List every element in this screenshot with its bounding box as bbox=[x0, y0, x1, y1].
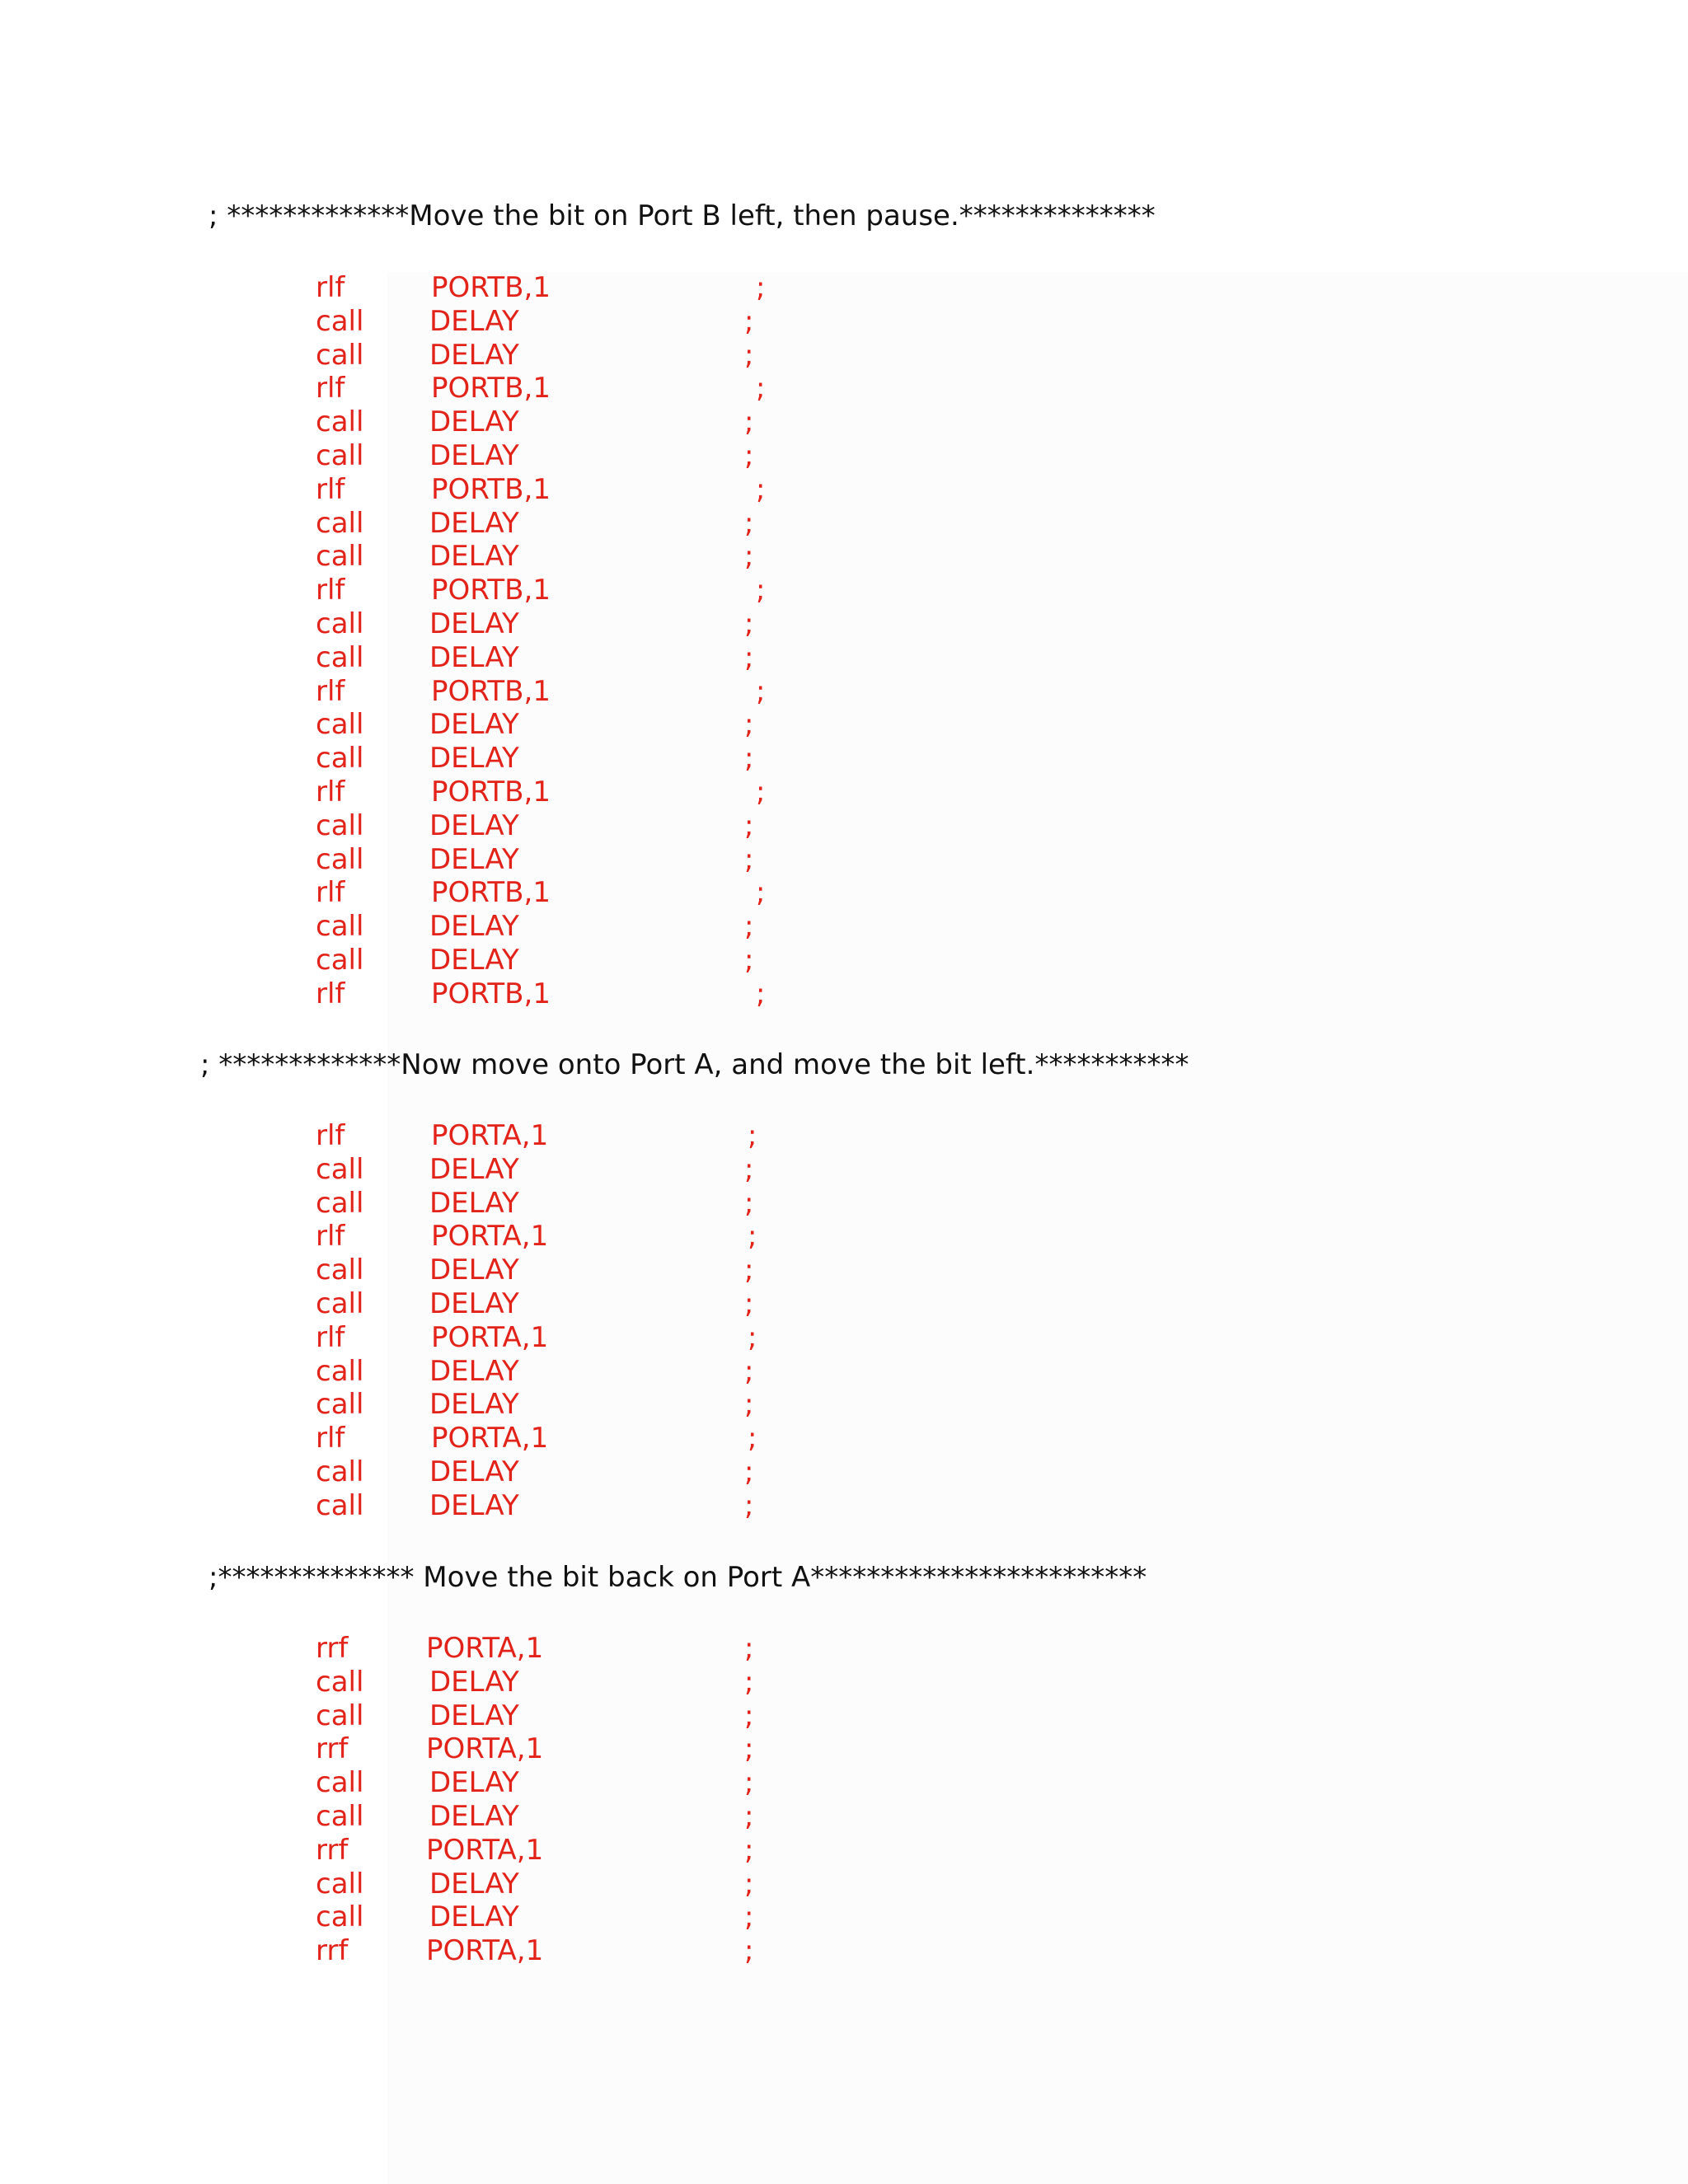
line-comment-marker: ; bbox=[744, 1732, 754, 1766]
instruction-operand: DELAY bbox=[429, 808, 519, 842]
instruction-mnemonic: rrf bbox=[316, 1934, 349, 1968]
instruction-operand: PORTB,1 bbox=[431, 674, 551, 708]
instruction-operand: PORTA,1 bbox=[431, 1422, 549, 1455]
instruction-operand: DELAY bbox=[429, 910, 519, 944]
code-line bbox=[0, 540, 1688, 574]
code-line bbox=[0, 1321, 1688, 1355]
instruction-mnemonic: rrf bbox=[316, 1632, 349, 1665]
instruction-operand: DELAY bbox=[429, 1254, 519, 1287]
instruction-operand: PORTB,1 bbox=[431, 876, 551, 910]
line-comment-marker: ; bbox=[744, 1254, 754, 1287]
instruction-operand: PORTB,1 bbox=[431, 271, 551, 304]
code-line bbox=[0, 876, 1688, 910]
code-block-port-a-back bbox=[0, 1632, 1688, 1968]
code-line bbox=[0, 843, 1688, 877]
line-comment-marker: ; bbox=[744, 1455, 754, 1488]
code-line bbox=[0, 742, 1688, 776]
line-comment-marker: ; bbox=[756, 876, 766, 910]
line-comment-marker: ; bbox=[744, 1286, 754, 1320]
code-line bbox=[0, 1868, 1688, 1901]
instruction-operand: DELAY bbox=[429, 506, 519, 540]
line-comment-marker: ; bbox=[744, 943, 754, 977]
code-line bbox=[0, 1220, 1688, 1254]
instruction-operand: DELAY bbox=[429, 405, 519, 439]
instruction-operand: DELAY bbox=[429, 1455, 519, 1488]
line-comment-marker: ; bbox=[744, 1152, 754, 1186]
line-comment-marker: ; bbox=[744, 742, 754, 776]
instruction-operand: PORTA,1 bbox=[426, 1632, 544, 1665]
line-comment-marker: ; bbox=[756, 472, 766, 506]
instruction-operand: PORTA,1 bbox=[426, 1833, 544, 1867]
instruction-operand: DELAY bbox=[429, 338, 519, 372]
instruction-mnemonic: rlf bbox=[316, 372, 345, 405]
line-comment-marker: ; bbox=[744, 540, 754, 574]
line-comment-marker: ; bbox=[744, 1900, 754, 1934]
line-comment-marker: ; bbox=[744, 1186, 754, 1220]
instruction-mnemonic: call bbox=[316, 1152, 364, 1186]
line-comment-marker: ; bbox=[744, 910, 754, 944]
line-comment-marker: ; bbox=[744, 338, 754, 372]
instruction-mnemonic: call bbox=[316, 438, 364, 472]
code-line bbox=[0, 1119, 1688, 1153]
instruction-operand: DELAY bbox=[429, 540, 519, 574]
line-comment-marker: ; bbox=[756, 775, 766, 808]
line-comment-marker: ; bbox=[744, 1833, 754, 1867]
line-comment-marker: ; bbox=[756, 674, 766, 708]
code-line bbox=[0, 1287, 1688, 1321]
instruction-operand: DELAY bbox=[429, 438, 519, 472]
instruction-operand: DELAY bbox=[429, 1152, 519, 1186]
instruction-mnemonic: call bbox=[316, 1766, 364, 1800]
code-line bbox=[0, 271, 1688, 305]
instruction-mnemonic: call bbox=[316, 1354, 364, 1388]
code-line bbox=[0, 1900, 1688, 1934]
line-comment-marker: ; bbox=[744, 1766, 754, 1800]
instruction-mnemonic: call bbox=[316, 1900, 364, 1934]
code-line bbox=[0, 1388, 1688, 1422]
code-line bbox=[0, 1666, 1688, 1699]
line-comment-marker: ; bbox=[748, 1422, 757, 1455]
instruction-mnemonic: rlf bbox=[316, 876, 345, 910]
line-comment-marker: ; bbox=[748, 1119, 757, 1152]
code-line bbox=[0, 1632, 1688, 1666]
instruction-mnemonic: call bbox=[316, 808, 364, 842]
code-line bbox=[0, 809, 1688, 843]
line-comment-marker: ; bbox=[744, 1867, 754, 1900]
instruction-mnemonic: call bbox=[316, 607, 364, 640]
section-header-port-a-left: ; *************Now move onto Port A, and move the bit left.*********** bbox=[200, 1048, 1189, 1081]
code-line bbox=[0, 439, 1688, 473]
code-line bbox=[0, 1766, 1688, 1800]
instruction-operand: DELAY bbox=[429, 1286, 519, 1320]
instruction-operand: PORTA,1 bbox=[431, 1119, 549, 1152]
line-comment-marker: ; bbox=[744, 1699, 754, 1732]
instruction-mnemonic: call bbox=[316, 1488, 364, 1522]
instruction-operand: PORTA,1 bbox=[431, 1320, 549, 1354]
instruction-mnemonic: rlf bbox=[316, 674, 345, 708]
instruction-mnemonic: call bbox=[316, 1286, 364, 1320]
code-line bbox=[0, 977, 1688, 1011]
code-line bbox=[0, 708, 1688, 742]
code-line bbox=[0, 305, 1688, 339]
line-comment-marker: ; bbox=[744, 1632, 754, 1665]
instruction-operand: DELAY bbox=[429, 1900, 519, 1934]
code-line bbox=[0, 507, 1688, 541]
instruction-mnemonic: call bbox=[316, 1455, 364, 1488]
instruction-operand: DELAY bbox=[429, 1354, 519, 1388]
line-comment-marker: ; bbox=[744, 1665, 754, 1699]
code-line bbox=[0, 776, 1688, 809]
code-line bbox=[0, 1834, 1688, 1868]
line-comment-marker: ; bbox=[744, 1799, 754, 1833]
code-block-port-b bbox=[0, 271, 1688, 1011]
line-comment-marker: ; bbox=[744, 304, 754, 338]
instruction-operand: DELAY bbox=[429, 742, 519, 776]
code-line bbox=[0, 1800, 1688, 1834]
section-header-port-a-back: ;************** Move the bit back on Port A************************ bbox=[209, 1561, 1147, 1594]
code-line bbox=[0, 1732, 1688, 1766]
code-line bbox=[0, 372, 1688, 405]
instruction-mnemonic: rrf bbox=[316, 1732, 349, 1766]
line-comment-marker: ; bbox=[744, 1388, 754, 1422]
code-block-port-a-left bbox=[0, 1119, 1688, 1523]
instruction-mnemonic: call bbox=[316, 742, 364, 776]
instruction-mnemonic: call bbox=[316, 1699, 364, 1732]
line-comment-marker: ; bbox=[744, 438, 754, 472]
code-line bbox=[0, 405, 1688, 439]
instruction-mnemonic: rlf bbox=[316, 775, 345, 808]
code-line bbox=[0, 574, 1688, 607]
line-comment-marker: ; bbox=[744, 808, 754, 842]
line-comment-marker: ; bbox=[744, 640, 754, 674]
code-line bbox=[0, 641, 1688, 675]
instruction-operand: DELAY bbox=[429, 943, 519, 977]
instruction-mnemonic: call bbox=[316, 708, 364, 742]
instruction-operand: DELAY bbox=[429, 304, 519, 338]
line-comment-marker: ; bbox=[744, 506, 754, 540]
line-comment-marker: ; bbox=[744, 842, 754, 876]
instruction-mnemonic: rlf bbox=[316, 1320, 345, 1354]
line-comment-marker: ; bbox=[744, 708, 754, 742]
code-line bbox=[0, 339, 1688, 373]
instruction-mnemonic: rlf bbox=[316, 1422, 345, 1455]
line-comment-marker: ; bbox=[756, 574, 766, 607]
instruction-mnemonic: call bbox=[316, 640, 364, 674]
instruction-operand: DELAY bbox=[429, 1665, 519, 1699]
instruction-mnemonic: call bbox=[316, 1867, 364, 1900]
line-comment-marker: ; bbox=[756, 977, 766, 1010]
instruction-operand: PORTA,1 bbox=[426, 1732, 544, 1766]
instruction-mnemonic: call bbox=[316, 338, 364, 372]
code-line bbox=[0, 1355, 1688, 1389]
instruction-mnemonic: call bbox=[316, 1254, 364, 1287]
line-comment-marker: ; bbox=[744, 1488, 754, 1522]
instruction-operand: PORTA,1 bbox=[426, 1934, 544, 1968]
code-line bbox=[0, 944, 1688, 977]
instruction-mnemonic: rlf bbox=[316, 271, 345, 304]
instruction-operand: DELAY bbox=[429, 640, 519, 674]
code-line bbox=[0, 1699, 1688, 1733]
line-comment-marker: ; bbox=[756, 271, 766, 304]
instruction-mnemonic: call bbox=[316, 842, 364, 876]
line-comment-marker: ; bbox=[744, 405, 754, 439]
line-comment-marker: ; bbox=[744, 1934, 754, 1968]
instruction-operand: DELAY bbox=[429, 1186, 519, 1220]
code-line bbox=[0, 1422, 1688, 1455]
instruction-mnemonic: call bbox=[316, 1665, 364, 1699]
instruction-mnemonic: call bbox=[316, 943, 364, 977]
line-comment-marker: ; bbox=[756, 372, 766, 405]
code-line bbox=[0, 1187, 1688, 1221]
instruction-mnemonic: rrf bbox=[316, 1833, 349, 1867]
instruction-operand: DELAY bbox=[429, 1488, 519, 1522]
instruction-operand: PORTB,1 bbox=[431, 574, 551, 607]
instruction-mnemonic: call bbox=[316, 540, 364, 574]
instruction-operand: DELAY bbox=[429, 1766, 519, 1800]
instruction-operand: DELAY bbox=[429, 1867, 519, 1900]
instruction-mnemonic: call bbox=[316, 1388, 364, 1422]
instruction-operand: DELAY bbox=[429, 1699, 519, 1732]
line-comment-marker: ; bbox=[744, 1354, 754, 1388]
instruction-mnemonic: call bbox=[316, 910, 364, 944]
instruction-operand: DELAY bbox=[429, 607, 519, 640]
code-line bbox=[0, 1153, 1688, 1187]
code-line bbox=[0, 1489, 1688, 1523]
instruction-mnemonic: rlf bbox=[316, 472, 345, 506]
instruction-mnemonic: call bbox=[316, 405, 364, 439]
code-line bbox=[0, 1455, 1688, 1489]
line-comment-marker: ; bbox=[748, 1320, 757, 1354]
instruction-mnemonic: rlf bbox=[316, 1220, 345, 1254]
instruction-mnemonic: call bbox=[316, 1186, 364, 1220]
instruction-operand: DELAY bbox=[429, 1799, 519, 1833]
code-line bbox=[0, 473, 1688, 507]
instruction-operand: PORTB,1 bbox=[431, 472, 551, 506]
code-line bbox=[0, 910, 1688, 944]
instruction-operand: PORTB,1 bbox=[431, 775, 551, 808]
instruction-operand: DELAY bbox=[429, 1388, 519, 1422]
code-line bbox=[0, 1254, 1688, 1287]
line-comment-marker: ; bbox=[744, 607, 754, 640]
code-line bbox=[0, 607, 1688, 641]
instruction-mnemonic: call bbox=[316, 304, 364, 338]
instruction-operand: DELAY bbox=[429, 842, 519, 876]
code-line bbox=[0, 1934, 1688, 1968]
instruction-mnemonic: rlf bbox=[316, 574, 345, 607]
code-line bbox=[0, 675, 1688, 709]
instruction-operand: DELAY bbox=[429, 708, 519, 742]
instruction-operand: PORTB,1 bbox=[431, 977, 551, 1010]
instruction-mnemonic: rlf bbox=[316, 1119, 345, 1152]
section-header-port-b: ; *************Move the bit on Port B left, then pause.************** bbox=[209, 199, 1156, 232]
instruction-mnemonic: rlf bbox=[316, 977, 345, 1010]
line-comment-marker: ; bbox=[748, 1220, 757, 1254]
instruction-operand: PORTA,1 bbox=[431, 1220, 549, 1254]
instruction-operand: PORTB,1 bbox=[431, 372, 551, 405]
instruction-mnemonic: call bbox=[316, 1799, 364, 1833]
instruction-mnemonic: call bbox=[316, 506, 364, 540]
